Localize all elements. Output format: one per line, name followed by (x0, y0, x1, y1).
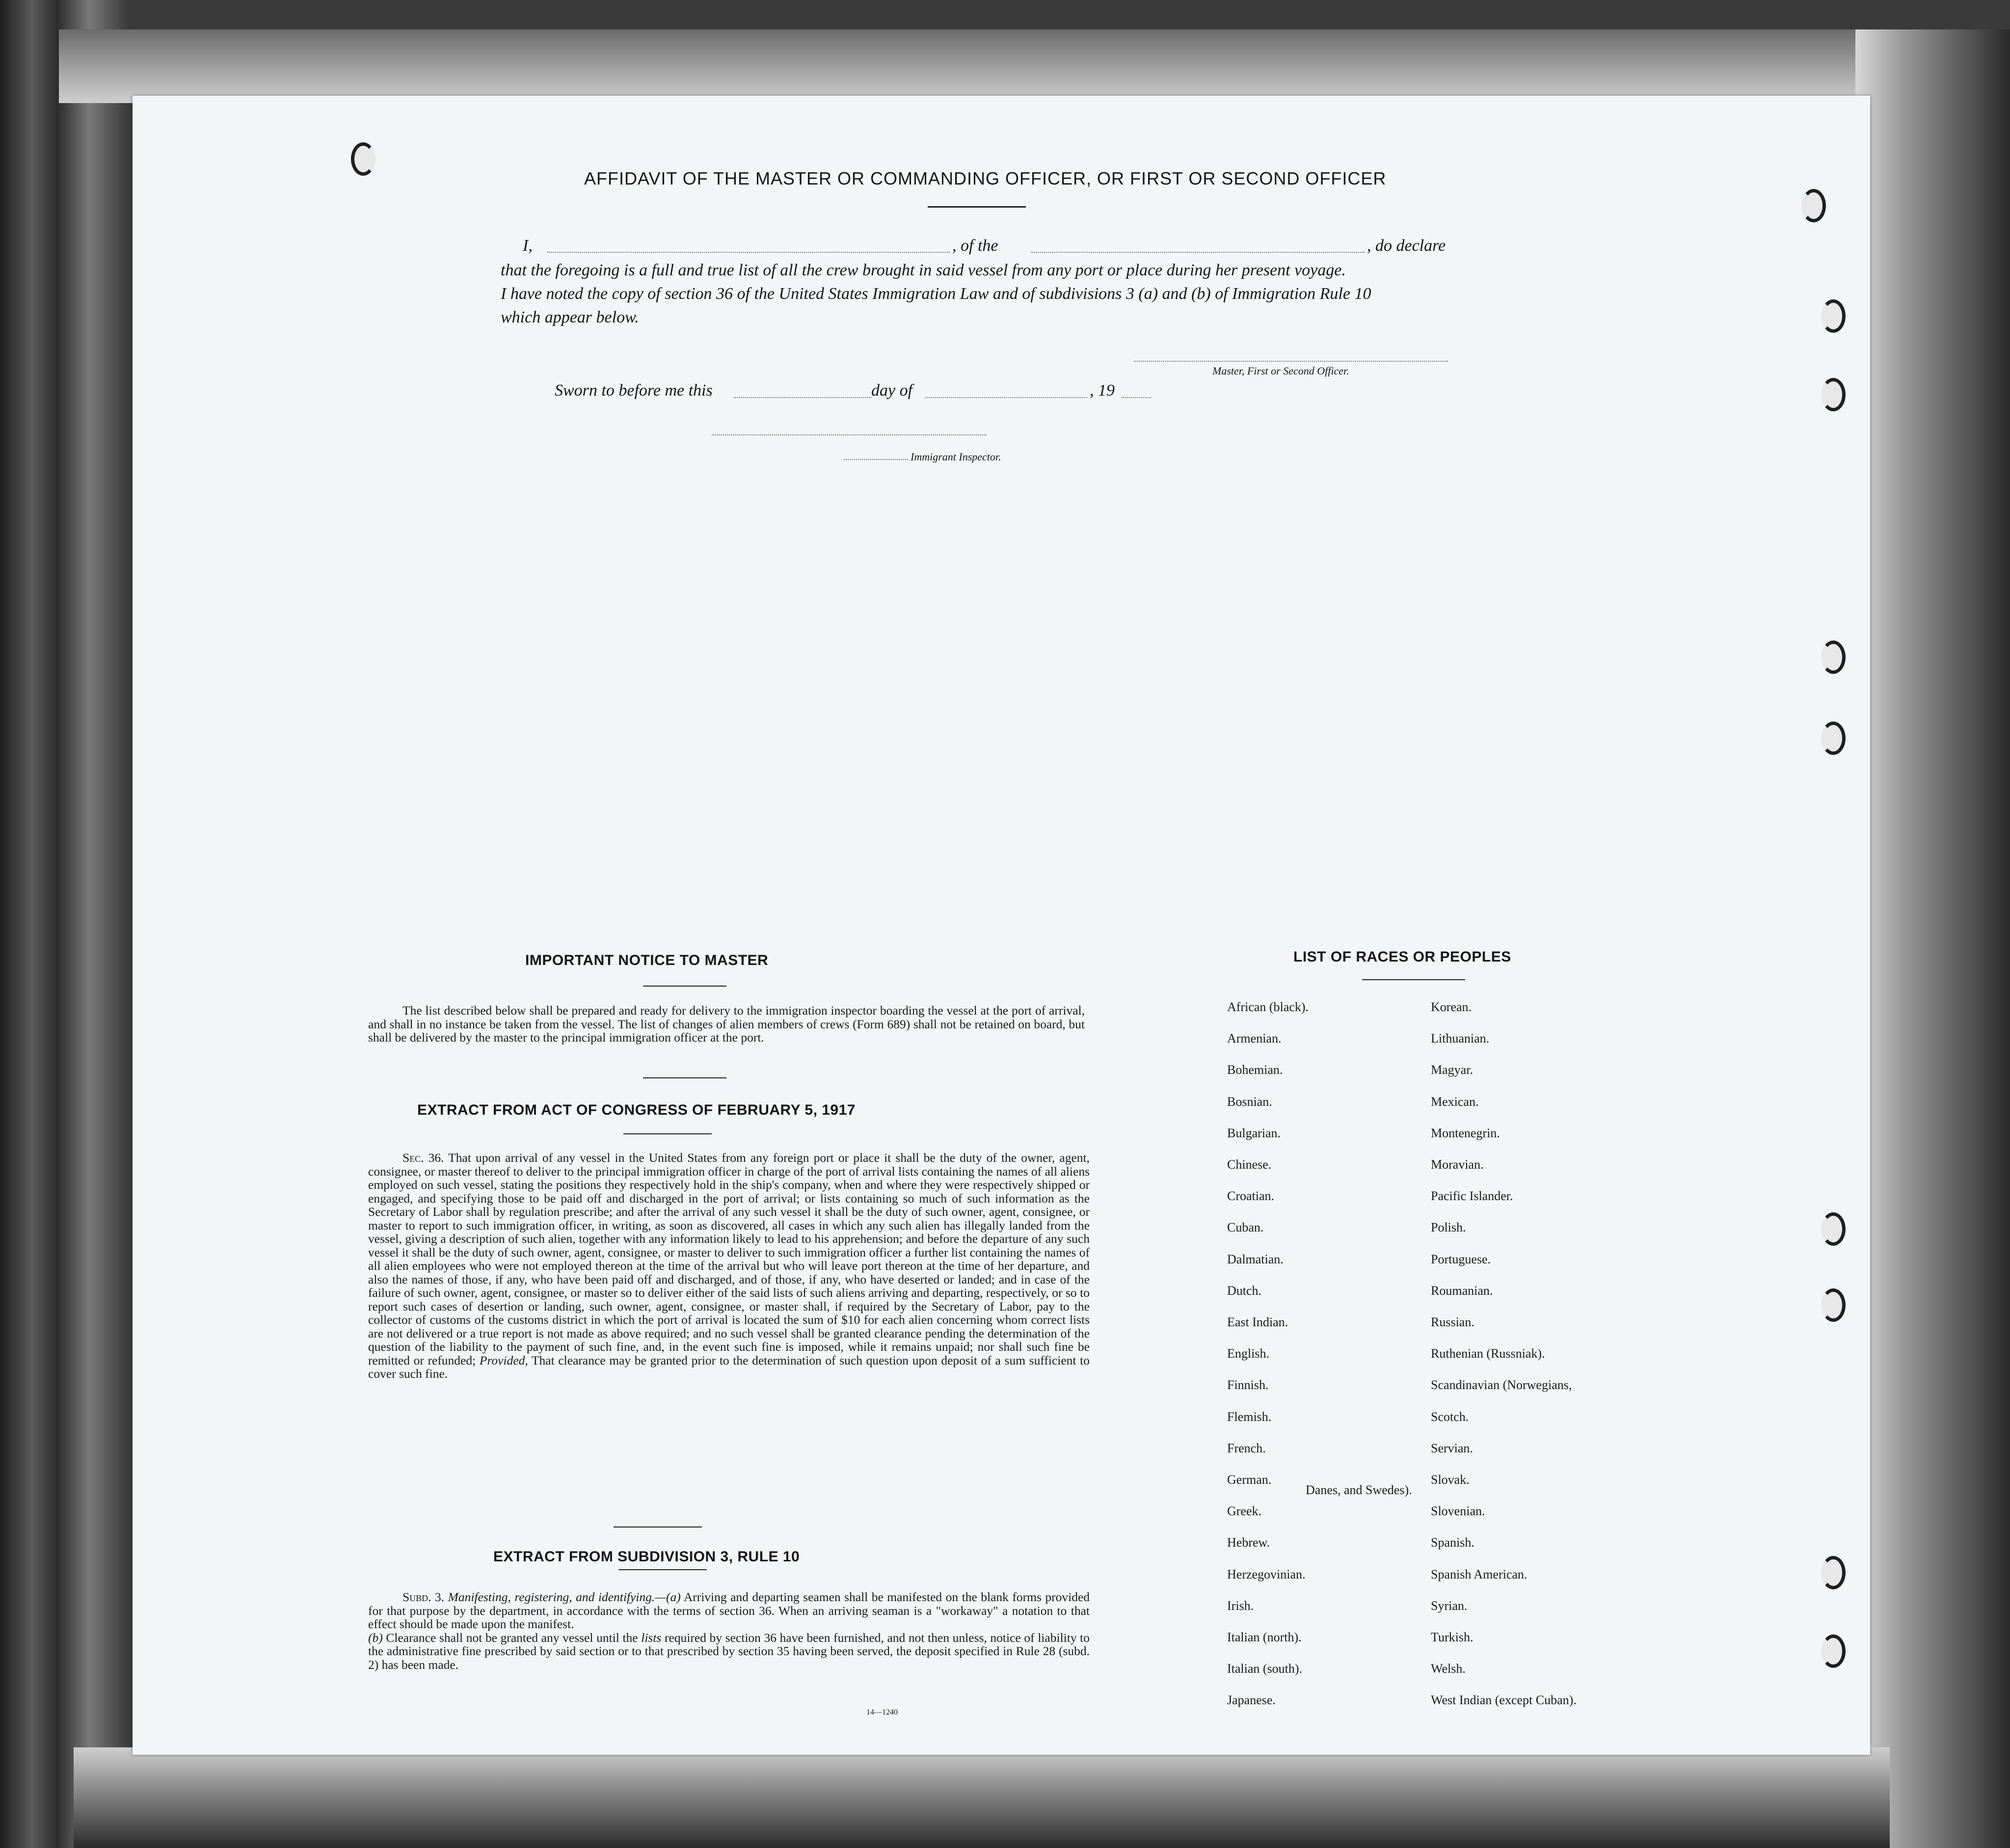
divider (643, 1077, 726, 1078)
race-item: Korean. (1431, 1000, 1472, 1014)
book-edge-top (59, 29, 1973, 103)
sworn-month-blank (925, 397, 1087, 398)
race-item: Chinese. (1227, 1157, 1272, 1172)
race-item: Spanish American. (1431, 1567, 1528, 1581)
rule-extract-title: EXTRACT FROM SUBDIVISION 3, RULE 10 (493, 1549, 800, 1565)
sec-36-text-end: That clearance may be granted prior to the determination of such question upon deposit of a sum sufficient to cover such fine. (368, 1353, 1090, 1381)
race-item: Hebrew. (1227, 1535, 1270, 1550)
inspector-caption-dots (844, 459, 908, 460)
binder-hole-icon (1821, 378, 1846, 411)
subd-text-b2: required by section 36 have been furnished, and not then unless, notice of liability to the administrative fine prescribed by said section or to that prescribed by section 35 having been served, the deposit specified in Rule 28 (subd. 2) has been made. (368, 1630, 1090, 1672)
race-item: East Indian. (1227, 1315, 1288, 1329)
race-item: Moravian. (1431, 1157, 1484, 1172)
act-extract-title: EXTRACT FROM ACT OF CONGRESS OF FEBRUARY 5, 1917 (417, 1102, 856, 1118)
race-item: Portuguese. (1431, 1252, 1491, 1266)
subd-label: Subd. 3. (402, 1590, 445, 1604)
rule-extract-text (368, 1590, 1090, 1671)
race-item: Greek. (1227, 1504, 1262, 1519)
binder-hole-icon (1821, 1556, 1846, 1589)
race-item: Magyar. (1431, 1063, 1473, 1077)
year-blank (1122, 397, 1151, 398)
race-item: Armenian. (1227, 1031, 1282, 1046)
divider (618, 1569, 707, 1570)
subd-b-label: (b) (368, 1630, 383, 1645)
race-item: English. (1227, 1346, 1269, 1361)
book-edge-bottom (74, 1747, 1890, 1848)
races-title: LIST OF RACES OR PEOPLES (1293, 949, 1511, 965)
binder-hole-icon (1821, 1288, 1846, 1322)
race-item: Syrian. (1431, 1598, 1468, 1613)
subd-text-a: Arriving and departing seamen shall be manifested on the blank forms provided for that purpose by the department, in accordance with the terms of section 36. When an arriving seaman is a "workaway" a notation to that effect should be made upon the manifest. (368, 1590, 1090, 1631)
notice-title: IMPORTANT NOTICE TO MASTER (525, 952, 769, 968)
race-item: Polish. (1431, 1220, 1466, 1235)
race-item: Japanese. (1227, 1693, 1276, 1708)
race-item: Lithuanian. (1431, 1031, 1490, 1046)
race-item: Cuban. (1227, 1220, 1264, 1235)
divider (928, 206, 1026, 208)
race-item: Italian (south). (1227, 1661, 1303, 1676)
race-item-continuation: Danes, and Swedes). (1306, 1483, 1412, 1497)
divider (643, 986, 726, 987)
race-item: Spanish. (1431, 1535, 1474, 1550)
document-page (133, 96, 1870, 1755)
sworn-label: Sworn to before me this (555, 381, 713, 400)
book-edge-right (1855, 29, 2010, 1848)
day-of-label: day of (871, 381, 913, 400)
race-item: Montenegrin. (1431, 1125, 1500, 1140)
race-item: West Indian (except Cuban). (1431, 1693, 1577, 1708)
affidavit-line-4: which appear below. (501, 308, 639, 326)
sec-label: Sec. 36. (402, 1151, 444, 1165)
affidavit-title: AFFIDAVIT OF THE MASTER OR COMMANDING OFFICER, OR FIRST OR SECOND OFFICER (584, 168, 1387, 188)
race-item: African (black). (1227, 1000, 1309, 1014)
race-item: German. (1227, 1473, 1272, 1487)
race-item: Bulgarian. (1227, 1125, 1281, 1140)
vessel-blank (1031, 252, 1365, 253)
race-item: Servian. (1431, 1441, 1473, 1455)
race-item: Dutch. (1227, 1283, 1262, 1298)
affidavit-of-the-label: , of the (952, 237, 998, 255)
year-label: , 19 (1090, 381, 1115, 400)
race-item: Roumanian. (1431, 1283, 1493, 1298)
affidavit-declare-label: , do declare (1367, 237, 1446, 255)
race-item: Welsh. (1431, 1661, 1466, 1676)
race-item: Scandinavian (Norwegians, (1431, 1378, 1572, 1393)
race-item: Scotch. (1431, 1409, 1469, 1424)
subd-heading: Manifesting, registering, and identifying.—(a) (448, 1590, 681, 1604)
notice-text: The list described below shall be prepared and ready for delivery to the immigration inspector boarding the vessel at the port of arrival, and shall in no instance be taken from the vessel. The list of changes of alien members of crews (Form 689) shall not be retained on board, but shall be delivered by the master to the principal immigration officer at the port. (368, 1003, 1085, 1045)
provided-label: Provided, (479, 1353, 528, 1367)
race-item: Irish. (1227, 1598, 1254, 1613)
lists-word: lists (641, 1630, 662, 1645)
binder-hole-icon (351, 142, 375, 176)
divider (623, 1133, 712, 1134)
form-number: 14—1240 (866, 1708, 898, 1716)
binder-hole-icon (1801, 189, 1826, 222)
binder-hole-icon (1821, 1212, 1846, 1246)
book-edge-left (0, 0, 128, 1848)
sec-36-text: That upon arrival of any vessel in the United States from any foreign port or place it shall be the duty of the owner, agent, consignee, or master thereof to deliver to the principal immigration officer in charge of the port of arrival lists containing the names of all aliens employed on such vessel, stating the positions they respectively hold in the ship's company, when and where they were respectively shipped or engaged, and specifying those to be paid off and discharged in the port of arrival; or lists containing so much of such information as the Secretary of Labor shall by regulation prescribe; and after the arrival of any such vessel it shall be the duty of such owner, agent, consignee, or master to report to such immigration officer, in writing, as soon as discovered, all cases in which any such alien has illegally landed from the vessel, giving a description of such alien, together with any information likely to lead to his apprehension; and before the departure of any such vessel it shall be the duty of such owner, agent, consignee, or master to deliver to such immigration officer a further list containing the names of all alien employees who were not employed thereon at the time of the arrival but who will leave port thereon at the time of her departure, and also the names of those, if any, who have been paid off and discharged, and of those, if any, who have deserted or landed; and in case of the failure of such owner, agent, consignee, or master so to deliver either of the said lists of such aliens arriving and departing, respectively, or so to report such cases of desertion or landing, such owner, agent, consignee, or master shall, if required by the Secretary of Labor, pay to the collector of customs of the customs district in which the port of arrival is located the sum of $10 for each alien concerning whom correct lists are not delivered or a true report is not made as above required; and no such vessel shall be granted clearance pending the determination of the question of the liability to the payment of such fine, and, in the event such fine is imposed, while it remains unpaid; nor shall such fine be remitted or refunded; (368, 1151, 1090, 1367)
affidavit-i-label: I, (523, 237, 533, 255)
race-item: Pacific Islander. (1431, 1189, 1513, 1204)
master-caption: Master, First or Second Officer. (1212, 365, 1349, 377)
race-item: French. (1227, 1441, 1266, 1455)
binder-hole-icon (1821, 722, 1846, 755)
race-item: Bosnian. (1227, 1094, 1272, 1109)
name-blank (547, 252, 950, 253)
master-signature-line (1134, 361, 1448, 362)
affidavit-line-3: I have noted the copy of section 36 of the United States Immigration Law and of subdivisions 3 (a) and (b) of Immigration Rule 10 (501, 285, 1371, 303)
race-item: Russian. (1431, 1315, 1474, 1329)
race-item: Ruthenian (Russniak). (1431, 1346, 1545, 1361)
race-item: Turkish. (1431, 1630, 1474, 1644)
sworn-day-blank (734, 397, 871, 398)
subd-text-b1: Clearance shall not be granted any vessel until the (386, 1630, 638, 1645)
race-item: Italian (north). (1227, 1630, 1302, 1644)
affidavit-line-2: that the foregoing is a full and true list of all the crew brought in said vessel from any port or place during her present voyage. (501, 261, 1346, 279)
race-item: Slovak. (1431, 1473, 1470, 1487)
race-item: Flemish. (1227, 1409, 1272, 1424)
race-item: Slovenian. (1431, 1504, 1485, 1519)
inspector-signature-line (712, 434, 987, 435)
act-extract-text (368, 1151, 1090, 1381)
binder-hole-icon (1821, 1634, 1846, 1668)
race-item: Bohemian. (1227, 1063, 1283, 1077)
inspector-caption: Immigrant Inspector. (911, 451, 1001, 463)
race-item: Finnish. (1227, 1378, 1269, 1393)
binder-hole-icon (1821, 641, 1846, 674)
race-item: Croatian. (1227, 1189, 1275, 1204)
divider (1362, 979, 1465, 980)
binder-hole-icon (1821, 299, 1846, 333)
race-item: Dalmatian. (1227, 1252, 1284, 1266)
race-item: Herzegovinian. (1227, 1567, 1306, 1581)
race-item: Mexican. (1431, 1094, 1479, 1109)
